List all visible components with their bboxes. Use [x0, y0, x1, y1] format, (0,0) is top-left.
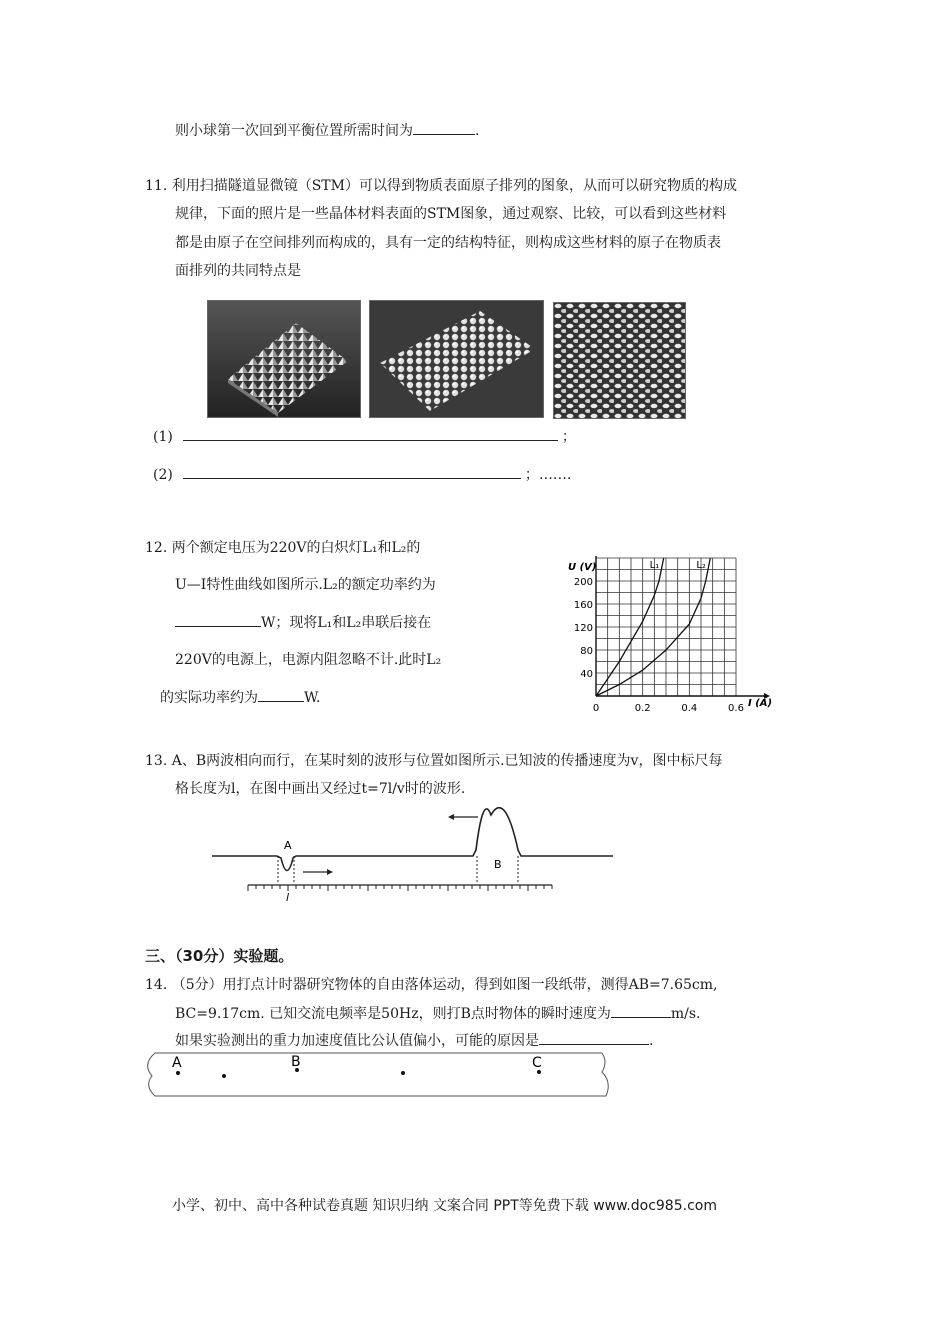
q12-line3-text: W；现将L₁和L₂串联后接在 — [261, 615, 432, 631]
arrow-a-head — [327, 869, 333, 875]
q12-line5 — [160, 687, 320, 708]
x-tick-label: 0.6 — [728, 703, 744, 714]
q12-line3 — [175, 612, 431, 633]
tape-dot-a — [176, 1071, 180, 1075]
ui-characteristic-chart — [560, 556, 785, 716]
x-tick-label: 0.4 — [681, 703, 698, 714]
series-label-1: L₁ — [649, 560, 660, 571]
q11-item2 — [153, 464, 571, 485]
q14-velocity-blank[interactable] — [611, 1003, 671, 1018]
x-tick-label: 0.2 — [634, 703, 651, 714]
q12-line2: U—I特性曲线如图所示.L₂的额定功率约为 — [175, 577, 436, 593]
q12-line1: 12. 两个额定电压为220V的白炽灯L₁和L₂的 — [145, 540, 421, 556]
q14-line2-text: BC=9.17cm. 已知交流电频率是50Hz，则打B点时物体的瞬时速度为 — [175, 1006, 611, 1022]
q10-text: 则小球第一次回到平衡位置所需时间为 — [175, 123, 413, 139]
footer-text: 小学、初中、高中各种试卷真题 知识归纳 文案合同 PPT等免费下载 www.doc985.com — [172, 1198, 717, 1214]
q11-item1 — [153, 426, 576, 447]
x-tick-label: 0 — [592, 703, 600, 714]
wave-label-b: B — [494, 858, 502, 871]
q11-line1: 11. 利用扫描隧道显微镜（STM）可以得到物质表面原子排列的图象，从而可以研究物质的构成 — [145, 178, 737, 194]
y-tick-label: 200 — [573, 577, 593, 588]
tape-label-b: B — [291, 1054, 301, 1070]
stm-image-2 — [369, 300, 544, 418]
wave-label-l: l — [286, 891, 290, 904]
stm-image-3 — [553, 302, 686, 419]
wave-diagram — [205, 805, 620, 905]
q13-line1: 13. A、B两波相向而行，在某时刻的波形与位置如图所示.已知波的传播速度为v，图中标尺每 — [145, 753, 723, 769]
q10-answer-blank[interactable] — [413, 120, 475, 135]
y-tick-label: 120 — [573, 623, 593, 634]
y-tick-label: 160 — [573, 600, 593, 611]
wave-label-a: A — [284, 839, 292, 852]
q12-line5-end: W. — [304, 690, 321, 706]
q11-item2-end: ；……. — [524, 467, 572, 483]
tape-label-c: C — [532, 1055, 542, 1071]
q14-line1: 14. （5分）用打点计时器研究物体的自由落体运动，得到如图一段纸带，测得AB=7.65cm, — [145, 977, 718, 993]
paper-tape-diagram — [140, 1050, 615, 1100]
q14-line2 — [175, 1003, 701, 1024]
q10-line — [175, 120, 479, 141]
q14-line3 — [175, 1030, 653, 1051]
y-tick-label: 40 — [580, 669, 593, 680]
tape-dot-4 — [401, 1071, 405, 1075]
q11-item2-blank[interactable] — [183, 464, 521, 479]
q12-power-blank[interactable] — [175, 612, 261, 627]
q12-line5-text: 的实际功率约为 — [160, 690, 258, 706]
arrow-b-head — [448, 814, 454, 820]
q12-actual-power-blank[interactable] — [258, 687, 304, 702]
tape-dot-2 — [222, 1074, 226, 1078]
y-tick-label: 80 — [580, 646, 593, 657]
section3-title: 三、（30分）实验题。 — [145, 947, 294, 965]
q14-reason-blank[interactable] — [539, 1030, 649, 1045]
tape-label-a: A — [172, 1055, 182, 1071]
q11-item1-blank[interactable] — [183, 426, 558, 441]
q14-line3-end: . — [649, 1033, 654, 1049]
q14-line2-end: m/s. — [670, 1006, 701, 1022]
wave-line — [212, 808, 613, 871]
q14-line3-text: 如果实验测出的重力加速度值比公认值偏小，可能的原因是 — [175, 1033, 539, 1049]
stm-image-1 — [207, 300, 361, 418]
q10-end: . — [475, 123, 480, 139]
q12-line4: 220V的电源上，电源内阻忽略不计.此时L₂ — [175, 652, 442, 668]
chart-labels — [568, 560, 772, 714]
q11-item2-label: (2) — [153, 467, 173, 483]
series-label-2: L₂ — [696, 560, 706, 571]
q11-line3: 都是由原子在空间排列而构成的，具有一定的结构特征，则构成这些材料的原子在物质表 — [175, 235, 721, 251]
x-axis-label: I (A) — [748, 698, 773, 709]
q11-item1-label: (1) — [153, 429, 173, 445]
q11-item1-end: ； — [561, 429, 576, 445]
ruler-ticks — [248, 885, 552, 891]
q13-line2: 格长度为l，在图中画出又经过t=7l/v时的波形. — [175, 781, 466, 797]
chart-grid — [596, 558, 736, 696]
q11-line2: 规律，下面的照片是一些晶体材料表面的STM图象，通过观察、比较，可以看到这些材料 — [175, 206, 727, 222]
y-axis-label: U (V) — [568, 562, 597, 573]
q11-line4: 面排列的共同特点是 — [175, 263, 301, 279]
